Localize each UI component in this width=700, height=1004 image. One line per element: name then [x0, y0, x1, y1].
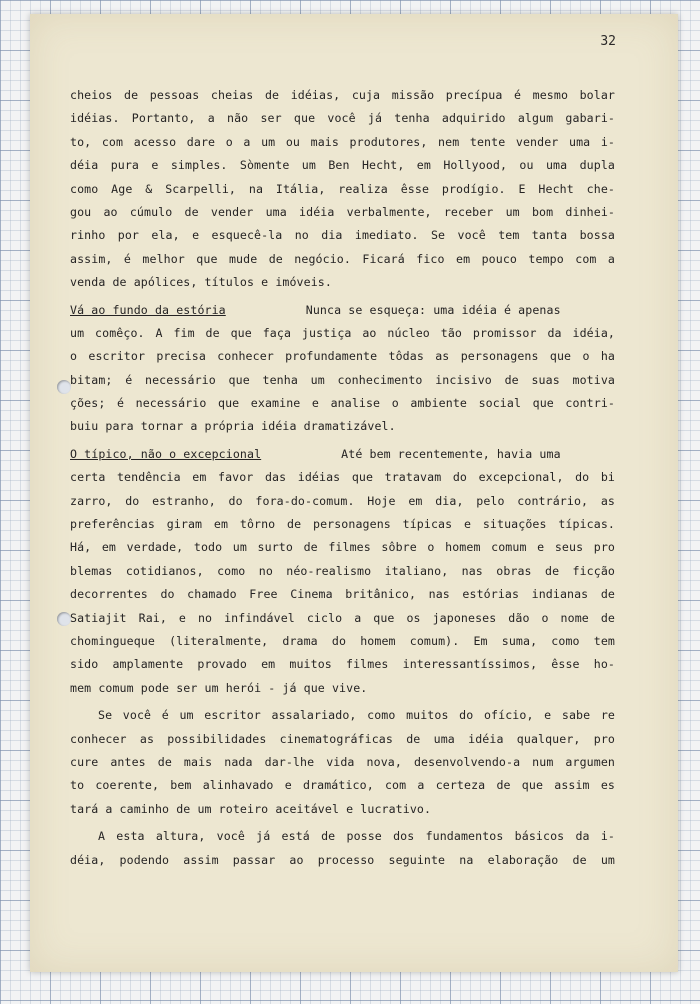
text-line: gou ao cúmulo de vender uma idéia verbalmente, receber um bom dinhei-	[70, 204, 615, 219]
text-line: blemas cotidianos, como no néo-realismo italiano, nas obras de ficção	[70, 563, 615, 578]
text-line: idéias. Portanto, a não ser que você já tenha adquirido algum gabari-	[70, 111, 615, 126]
text-line: chomingueque (literalmente, drama do homem comum). Em suma, como tem	[70, 633, 615, 648]
punch-hole	[57, 380, 71, 394]
text-line: sido amplamente provado em muitos filmes interessantíssimos, êsse ho-	[70, 657, 615, 672]
section-heading: Vá ao fundo da estória	[70, 302, 226, 317]
text-line: ções; é necessário que examine e analise o ambiente social que contri-	[70, 396, 615, 411]
text-line: Se você é um escritor assalariado, como muitos do ofício, e sabe re	[98, 708, 615, 723]
text-line: decorrentes do chamado Free Cinema britânico, nas estórias indianas de	[70, 587, 615, 602]
text-line: conhecer as possibilidades cinematográficas de uma idéia qualquer, pro	[70, 731, 615, 746]
text-line: Até bem recentemente, havia uma	[341, 446, 561, 461]
section-heading: O típico, não o excepcional	[70, 446, 262, 461]
text-line: rinho por ela, e esquecê-la no dia imediato. Se você tem tanta bossa	[70, 228, 615, 243]
section-fundo-da-estoria	[70, 299, 615, 439]
section-heading-line	[70, 443, 615, 466]
text-line: A esta altura, você já está de posse dos fundamentos básicos da i-	[98, 829, 615, 844]
text-line: preferências giram em tôrno de personagens típicas e situações típicas.	[70, 517, 615, 532]
text-line: Nunca se esqueça: uma idéia é apenas	[305, 302, 561, 317]
paragraph-escritor-assalariado	[70, 704, 615, 821]
section-tipico	[70, 443, 615, 700]
text-line: certa tendência em favor das idéias que tratavam do excepcional, do bi	[70, 470, 615, 485]
text-line: o escritor precisa conhecer profundamente tôdas as personagens que o ha	[70, 349, 615, 364]
page-number: 32	[600, 34, 616, 49]
text-line: buiu para tornar a própria idéia dramatizável.	[70, 419, 396, 434]
section-heading-line	[70, 299, 615, 322]
page-text	[70, 84, 615, 872]
text-line: como Age & Scarpelli, na Itália, realiza êsse prodígio. E Hecht che-	[70, 181, 615, 196]
punch-hole	[57, 612, 71, 626]
text-line: um comêço. A fim de que faça justiça ao núcleo tão promissor da idéia,	[70, 325, 615, 340]
text-line: Há, em verdade, todo um surto de filmes sôbre o homem comum e seus pro	[70, 540, 615, 555]
paragraph-intro	[70, 84, 615, 295]
text-line: venda de apólices, títulos e imóveis.	[70, 275, 332, 290]
text-line: tará a caminho de um roteiro aceitável e lucrativo.	[70, 801, 432, 816]
text-line: cure antes de mais nada dar-lhe vida nova, desenvolvendo-a num argumen	[70, 754, 615, 769]
text-line: cheios de pessoas cheias de idéias, cuja missão precípua é mesmo bolar	[70, 88, 615, 102]
text-line: mem comum pode ser um herói - já que vive.	[70, 680, 368, 695]
paragraph-a-esta-altura	[70, 825, 615, 872]
text-line: zarro, do estranho, do fora-do-comum. Hoje em dia, pelo contrário, as	[70, 493, 615, 508]
text-line: bitam; é necessário que tenha um conhecimento incisivo de suas motiva	[70, 372, 615, 387]
text-line: to coerente, bem alinhavado e dramático, com a certeza de que assim es	[70, 778, 615, 793]
text-line: Satiajit Rai, e no infindável ciclo a que os japoneses dão o nome de	[70, 610, 615, 625]
text-line: déia, podendo assim passar ao processo seguinte na elaboração de um	[70, 852, 615, 867]
text-line: to, com acesso dare o a um ou mais produtores, nem tente vender uma i-	[70, 134, 615, 149]
text-line: déia pura e simples. Sòmente um Ben Hecht, em Hollyood, ou uma dupla	[70, 158, 615, 173]
text-line: assim, é melhor que mude de negócio. Ficará fico em pouco tempo com a	[70, 251, 615, 266]
